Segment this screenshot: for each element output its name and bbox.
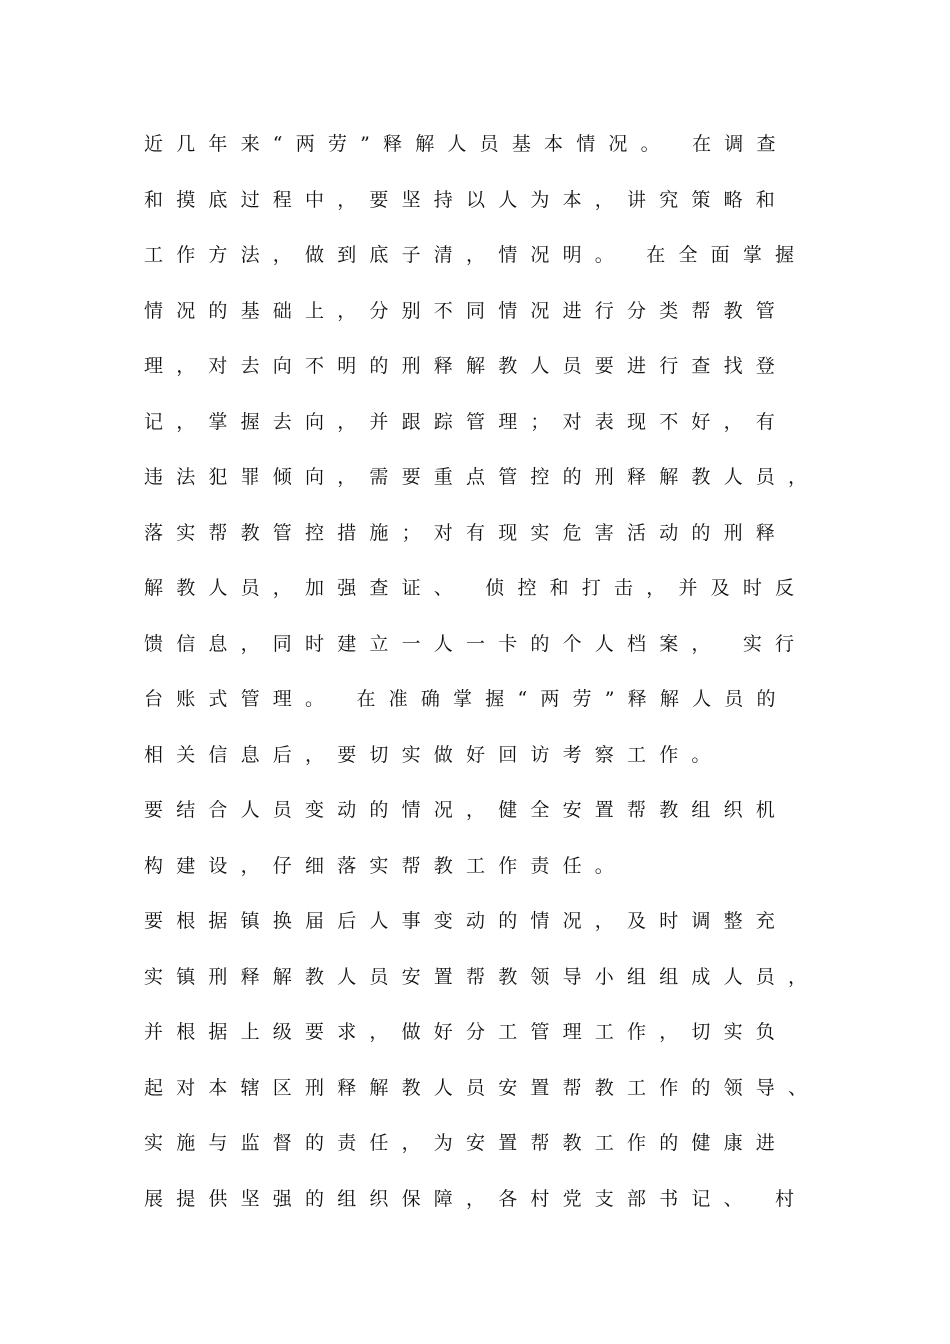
text-line: 理，对去向不明的刑释解教人员要进行查找登 [144,355,789,377]
text-line: 情况的基础上，分别不同情况进行分类帮教管 [144,299,789,322]
text-line: 落实帮教管控措施；对有现实危害活动的刑释 [144,521,789,544]
text-line: 违法犯罪倾向，需要重点管控的刑释解教人员， [144,466,821,488]
text-line: 要结合人员变动的情况，健全安置帮教组织机 [144,799,789,821]
text-line: 要根据镇换届后人事变动的情况，及时调整充 [144,910,789,932]
text-line: 实镇刑释解教人员安置帮教领导小组组成人员， [144,965,821,988]
body-text [144,126,864,1236]
text-line: 近几年来“两劳”释解人员基本情况。 在调查 [144,133,789,155]
text-line: 解教人员，加强查证、 侦控和打击，并及时反 [144,577,808,599]
text-line: 实施与监督的责任，为安置帮教工作的健康进 [144,1132,789,1154]
text-line: 和摸底过程中，要坚持以人为本，讲究策略和 [144,188,789,211]
text-line: 构建设，仔细落实帮教工作责任。 [144,854,628,877]
text-line: 展提供坚强的组织保障，各村党支部书记、 村 [144,1187,808,1210]
text-line: 馈信息，同时建立一人一卡的个人档案， 实行 [144,632,808,655]
text-line: 并根据上级要求，做好分工管理工作，切实负 [144,1021,789,1043]
text-line: 起对本辖区刑释解教人员安置帮教工作的领导、 [144,1076,821,1099]
text-line: 相关信息后，要切实做好回访考察工作。 [144,743,724,766]
text-line: 记，掌握去向，并跟踪管理；对表现不好，有 [144,410,789,433]
text-line: 台账式管理。 在准确掌握“两劳”释解人员的 [144,688,789,710]
text-line: 工作方法，做到底子清，情况明。 在全面掌握 [144,244,808,266]
